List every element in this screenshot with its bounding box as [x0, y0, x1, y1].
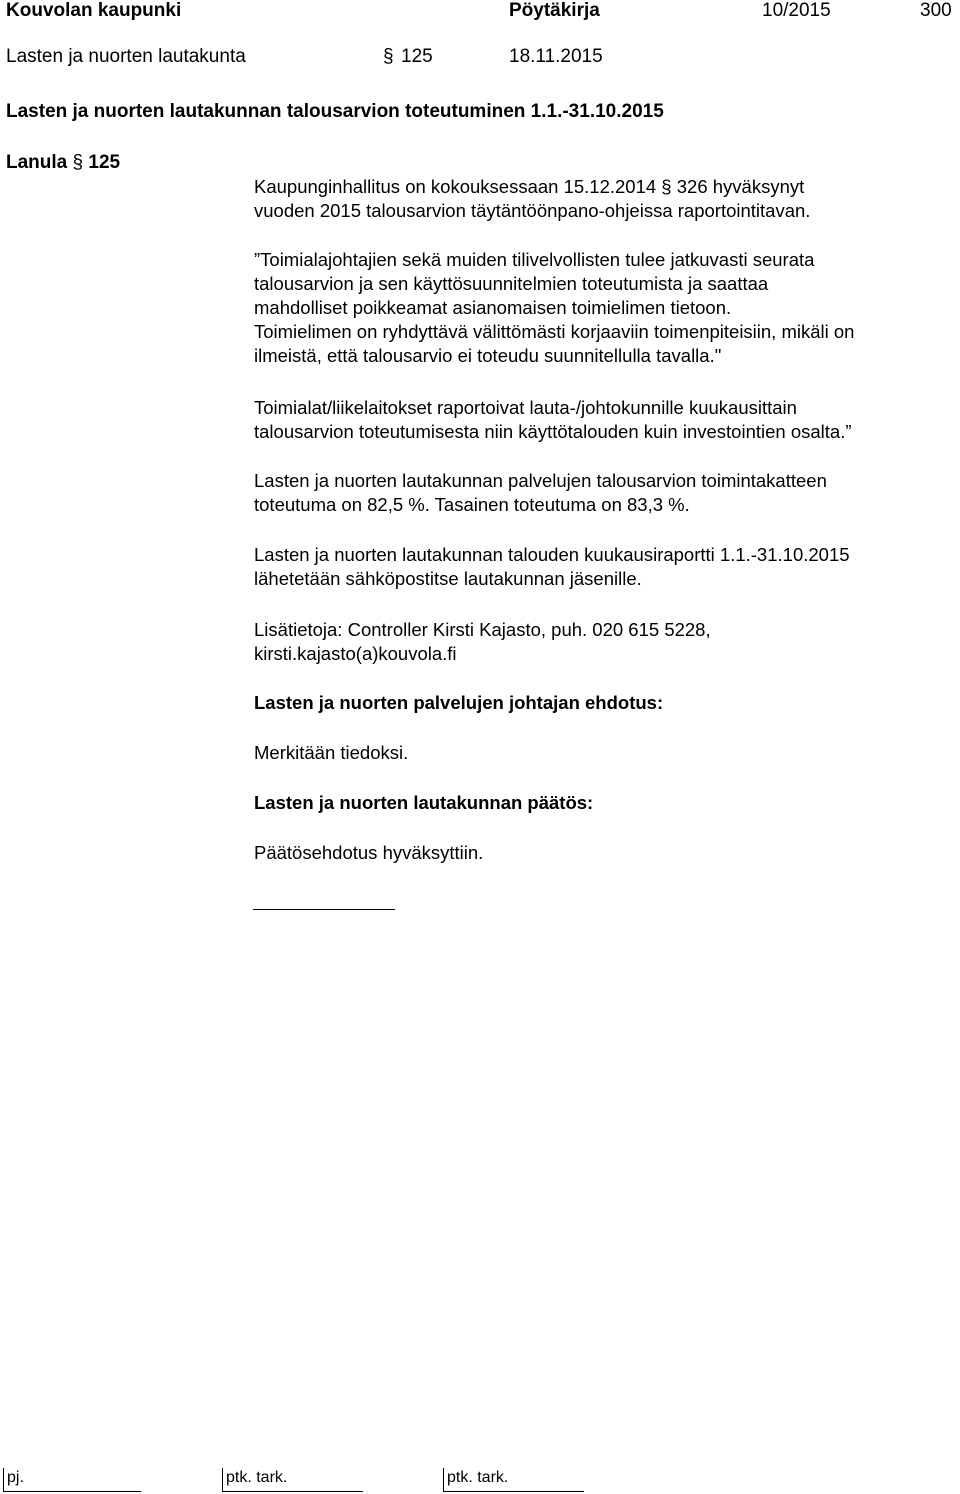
footer-field-inspector-1 [222, 1468, 363, 1492]
quote-line: ilmeistä, että talousarvio ei toteudu suunnitellulla tavalla." [254, 345, 722, 366]
report-sent-line: Lasten ja nuorten lautakunnan talouden kuukausiraportti 1.1.-31.10.2015 [254, 544, 850, 565]
footer-label: ptk. tark. [226, 1469, 288, 1486]
quote-paragraph [254, 248, 954, 368]
organization-name: Kouvolan kaupunki [6, 0, 182, 21]
report-sent-paragraph [254, 543, 954, 591]
contact-line: Lisätietoja: Controller Kirsti Kajasto, puh. 020 615 5228, [254, 619, 711, 640]
quote-line: ”Toimialajohtajien sekä muiden tilivelvollisten tulee jatkuvasti seurata [254, 249, 815, 270]
intro-paragraph [254, 175, 954, 223]
reporting-line: Toimialat/liikelaitokset raportoivat lauta-/johtokunnille kuukausittain [254, 397, 797, 418]
footer-label: pj. [7, 1469, 24, 1486]
proposal-text: Merkitään tiedoksi. [254, 742, 409, 763]
report-sent-line: lähetetään sähköpostitse lautakunnan jäsenille. [254, 568, 642, 589]
issue-number: 10/2015 [762, 0, 831, 21]
document-title: Lasten ja nuorten lautakunnan talousarvion toteutuminen 1.1.-31.10.2015 [6, 101, 664, 122]
realization-paragraph [254, 469, 954, 517]
meeting-date: 18.11.2015 [509, 46, 603, 67]
section-number: 125 [401, 46, 433, 67]
contact-paragraph [254, 618, 954, 666]
reference-label: Lanula [6, 152, 68, 173]
intro-line: vuoden 2015 talousarvion täytäntöönpano-ohjeissa raportointitavan. [254, 200, 811, 221]
reference-row [6, 152, 120, 174]
section-symbol-icon: § [72, 152, 84, 173]
realization-line: toteutuma on 82,5 %. Tasainen toteutuma on 83,3 %. [254, 494, 690, 515]
footer-field-chair [3, 1468, 141, 1492]
quote-line: talousarvion ja sen käyttösuunnitelmien toteutumista ja saattaa [254, 273, 769, 294]
reference-number: 125 [88, 152, 121, 173]
section-symbol-icon: § [383, 46, 394, 67]
contact-email: kirsti.kajasto(a)kouvola.fi [254, 643, 457, 664]
quote-line: mahdolliset poikkeamat asianomaisen toimielimen tietoon. [254, 297, 732, 318]
footer-field-inspector-2 [443, 1468, 584, 1492]
quote-line: Toimielimen on ryhdyttävä välittömästi korjaaviin toimenpiteisiin, mikäli on [254, 321, 855, 342]
realization-line: Lasten ja nuorten lautakunnan palvelujen talousarvion toimintakatteen [254, 470, 827, 491]
intro-line: Kaupunginhallitus on kokouksessaan 15.12.2014 § 326 hyväksynyt [254, 176, 805, 197]
proposal-heading: Lasten ja nuorten palvelujen johtajan ehdotus: [254, 692, 664, 713]
board-name: Lasten ja nuorten lautakunta [6, 46, 246, 67]
signature-line [253, 909, 395, 910]
document-type: Pöytäkirja [509, 0, 600, 21]
reporting-paragraph [254, 396, 954, 444]
reporting-line: talousarvion toteutumisesta niin käyttötalouden kuin investointien osalta.” [254, 421, 852, 442]
decision-heading: Lasten ja nuorten lautakunnan päätös: [254, 792, 594, 813]
footer-label: ptk. tark. [447, 1469, 509, 1486]
decision-text: Päätösehdotus hyväksyttiin. [254, 842, 484, 863]
page-number: 300 [920, 0, 952, 21]
